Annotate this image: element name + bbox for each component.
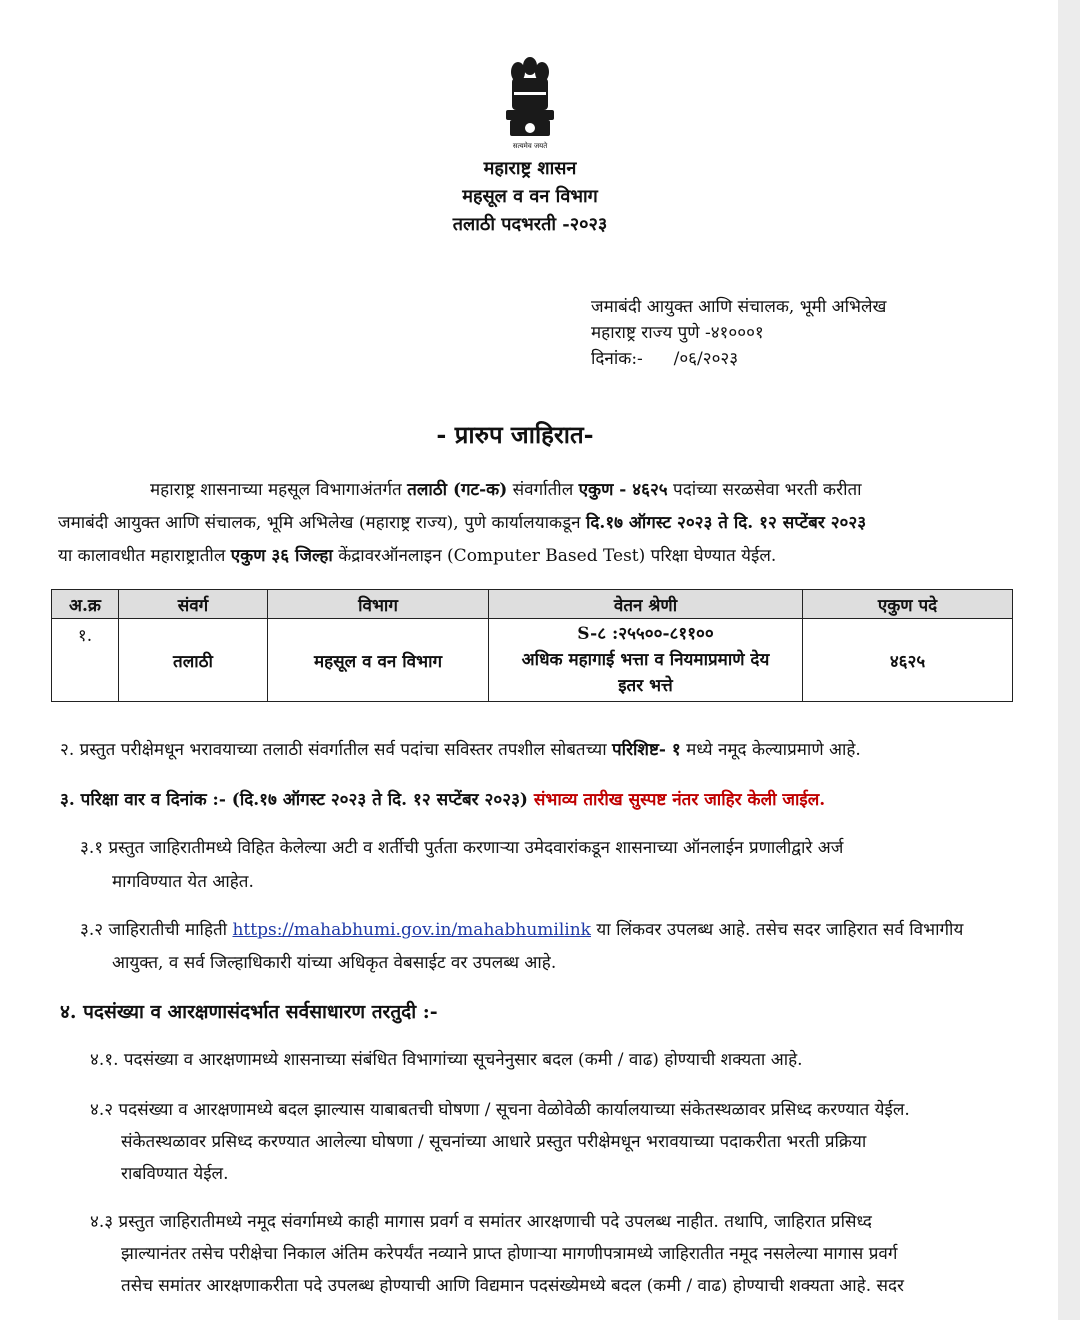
section-3-text: ३. परिक्षा वार व दिनांक :- (दि.१७ ऑगस्ट २०२३ ते दि. १२ सप्टेंबर २०२३): [60, 790, 534, 810]
intro-line-2: [58, 507, 866, 540]
intro-total-posts: एकुण - ४६२५: [578, 480, 668, 500]
section-3-1-line-1: ३.१ प्रस्तुत जाहिरातीमध्ये विहित केलेल्या अटी व शर्तीची पुर्तता करणाऱ्या उमेदवारांकडून शासनाच्या ऑनलाईन प्रणालीद्वारे अर्ज: [80, 838, 844, 858]
section-2-text: मध्ये नमूद केल्याप्रमाणे आहे.: [680, 740, 861, 760]
page-title: - प्रारुप जाहिरात-: [436, 420, 594, 449]
col-header-sr: अ.क्र: [52, 590, 119, 619]
address-office: जमाबंदी आयुक्त आणि संचालक, भूमी अभिलेख: [591, 297, 887, 317]
cell-department: महसूल व वन विभाग: [268, 619, 489, 702]
cell-total-posts: ४६२५: [803, 619, 1013, 702]
col-header-pay-scale: वेतन श्रेणी: [489, 590, 803, 619]
cell-cadre: तलाठी: [119, 619, 268, 702]
mahabhumi-link[interactable]: https://mahabhumi.gov.in/mahabhumilink: [232, 920, 591, 940]
section-4-2-line-1: ४.२ पदसंख्या व आरक्षणामध्ये बदल झाल्यास याबाबतची घोषणा / सूचना वेळोवेळी कार्यालयाच्या संकेतस्थळावर प्रसिध्द करण्यात येईल.: [90, 1100, 910, 1120]
emblem-icon: [498, 52, 562, 152]
address-city: महाराष्ट्र राज्य पुणे -४१०००१: [591, 323, 764, 343]
intro-text: केंद्रावरऑनलाइन (Computer Based Test) परिक्षा घेण्यात येईल.: [332, 546, 777, 566]
header-recruitment: तलाठी पदभरती -२०२३: [452, 214, 608, 235]
section-2: [60, 734, 861, 767]
section-2-text: २. प्रस्तुत परीक्षेमधून भरावयाच्या तलाठी संवर्गातील सर्व पदांचा सविस्तर तपशील सोबतच्या: [60, 740, 613, 760]
intro-text: पदांच्या सरळसेवा भरती करीता: [667, 480, 862, 500]
intro-district-count: एकुण ३६ जिल्हा: [230, 546, 333, 566]
table-row: [52, 619, 1013, 702]
section-4-2-line-2: संकेतस्थळावर प्रसिध्द करण्यात आलेल्या घोषणा / सूचनांच्या आधारे प्रस्तुत परीक्षेमधून भरावयाच्या पदाकरीता भरती प्रक्रिया: [121, 1132, 867, 1152]
section-3-2-line-2: आयुक्त, व सर्व जिल्हाधिकारी यांच्या अधिकृत वेबसाईट वर उपलब्ध आहे.: [112, 953, 557, 973]
date-value: /०६/२०२३: [673, 349, 739, 369]
intro-line-3: [58, 540, 776, 573]
table-header-row: [52, 590, 1013, 619]
section-3-2-text: या लिंकवर उपलब्ध आहे. तसेच सदर जाहिरात सर्व विभागीय: [591, 920, 964, 940]
col-header-department: विभाग: [268, 590, 489, 619]
col-header-cadre: संवर्ग: [119, 590, 268, 619]
section-3-notice: संभाव्य तारीख सुस्पष्ट नंतर जाहिर केली जाईल.: [533, 790, 826, 810]
pay-scale-line: अधिक महागाई भत्ता व नियमाप्रमाणे देय: [521, 650, 770, 670]
pay-scale-line: S-८ :२५५००-८११००: [577, 624, 714, 644]
cell-sr: १.: [52, 619, 119, 702]
section-3-1-line-2: मागविण्यात येत आहेत.: [112, 872, 254, 892]
header-department: महसूल व वन विभाग: [462, 186, 598, 207]
cell-pay-scale: [489, 619, 803, 702]
section-4-3-line-3: तसेच समांतर आरक्षणाकरीता पदे उपलब्ध होण्याची आणि विद्यमान पदसंख्येमध्ये बदल (कमी / वाढ) होण्याची शक्यता आहे. सदर: [121, 1276, 904, 1296]
intro-text: संवर्गातील: [507, 480, 579, 500]
section-3: [60, 784, 825, 817]
date-label: दिनांक:-: [591, 349, 643, 369]
intro-post-name: तलाठी (गट-क): [407, 480, 508, 500]
address-date: [591, 346, 738, 369]
emblem-motto: सत्यमेव जयते: [512, 142, 548, 150]
pay-scale-line: इतर भत्ते: [618, 676, 673, 696]
intro-text: जमाबंदी आयुक्त आणि संचालक, भूमि अभिलेख (महाराष्ट्र राज्य), पुणे कार्यालयाकडून: [58, 513, 586, 533]
annexure-ref: परिशिष्ट- १: [612, 740, 681, 760]
section-4-3-line-1: ४.३ प्रस्तुत जाहिरातीमध्ये नमूद संवर्गामध्ये काही मागास प्रवर्ग व समांतर आरक्षणाची पदे उपलब्ध नाहीत. तथापि, जाहिरात प्रसिध्द: [90, 1212, 872, 1232]
section-4-3-line-2: झाल्यानंतर तसेच परीक्षेचा निकाल अंतिम करेपर्यंत नव्याने प्राप्त होणाऱ्या मागणीपत्रामध्ये जाहिरातीत नमूद नसलेल्या मागास प्रवर्ग: [121, 1244, 898, 1264]
header-government: महाराष्ट्र शासन: [483, 158, 577, 179]
section-4-2-line-3: राबविण्यात येईल.: [121, 1164, 229, 1184]
intro-exam-dates: दि.१७ ऑगस्ट २०२३ ते दि. १२ सप्टेंबर २०२३: [585, 513, 867, 533]
section-3-2-text: ३.२ जाहिरातीची माहिती: [80, 920, 233, 940]
intro-text: या कालावधीत महाराष्ट्रातील: [58, 546, 231, 566]
intro-text: महाराष्ट्र शासनाच्या महसूल विभागाअंतर्गत: [150, 480, 408, 500]
col-header-total-posts: एकुण पदे: [803, 590, 1013, 619]
section-3-2-line-1: [80, 914, 963, 947]
page-edge-shade: [1058, 0, 1080, 1320]
intro-line-1: [150, 474, 862, 507]
section-4-heading: ४. पदसंख्या व आरक्षणासंदर्भात सर्वसाधारण तरतुदी :-: [60, 1001, 438, 1023]
section-4-1: ४.१. पदसंख्या व आरक्षणामध्ये शासनाच्या संबंधित विभागांच्या सूचनेनुसार बदल (कमी / वाढ) होण्याची शक्यता आहे.: [90, 1050, 803, 1070]
posts-table: [51, 589, 1013, 702]
